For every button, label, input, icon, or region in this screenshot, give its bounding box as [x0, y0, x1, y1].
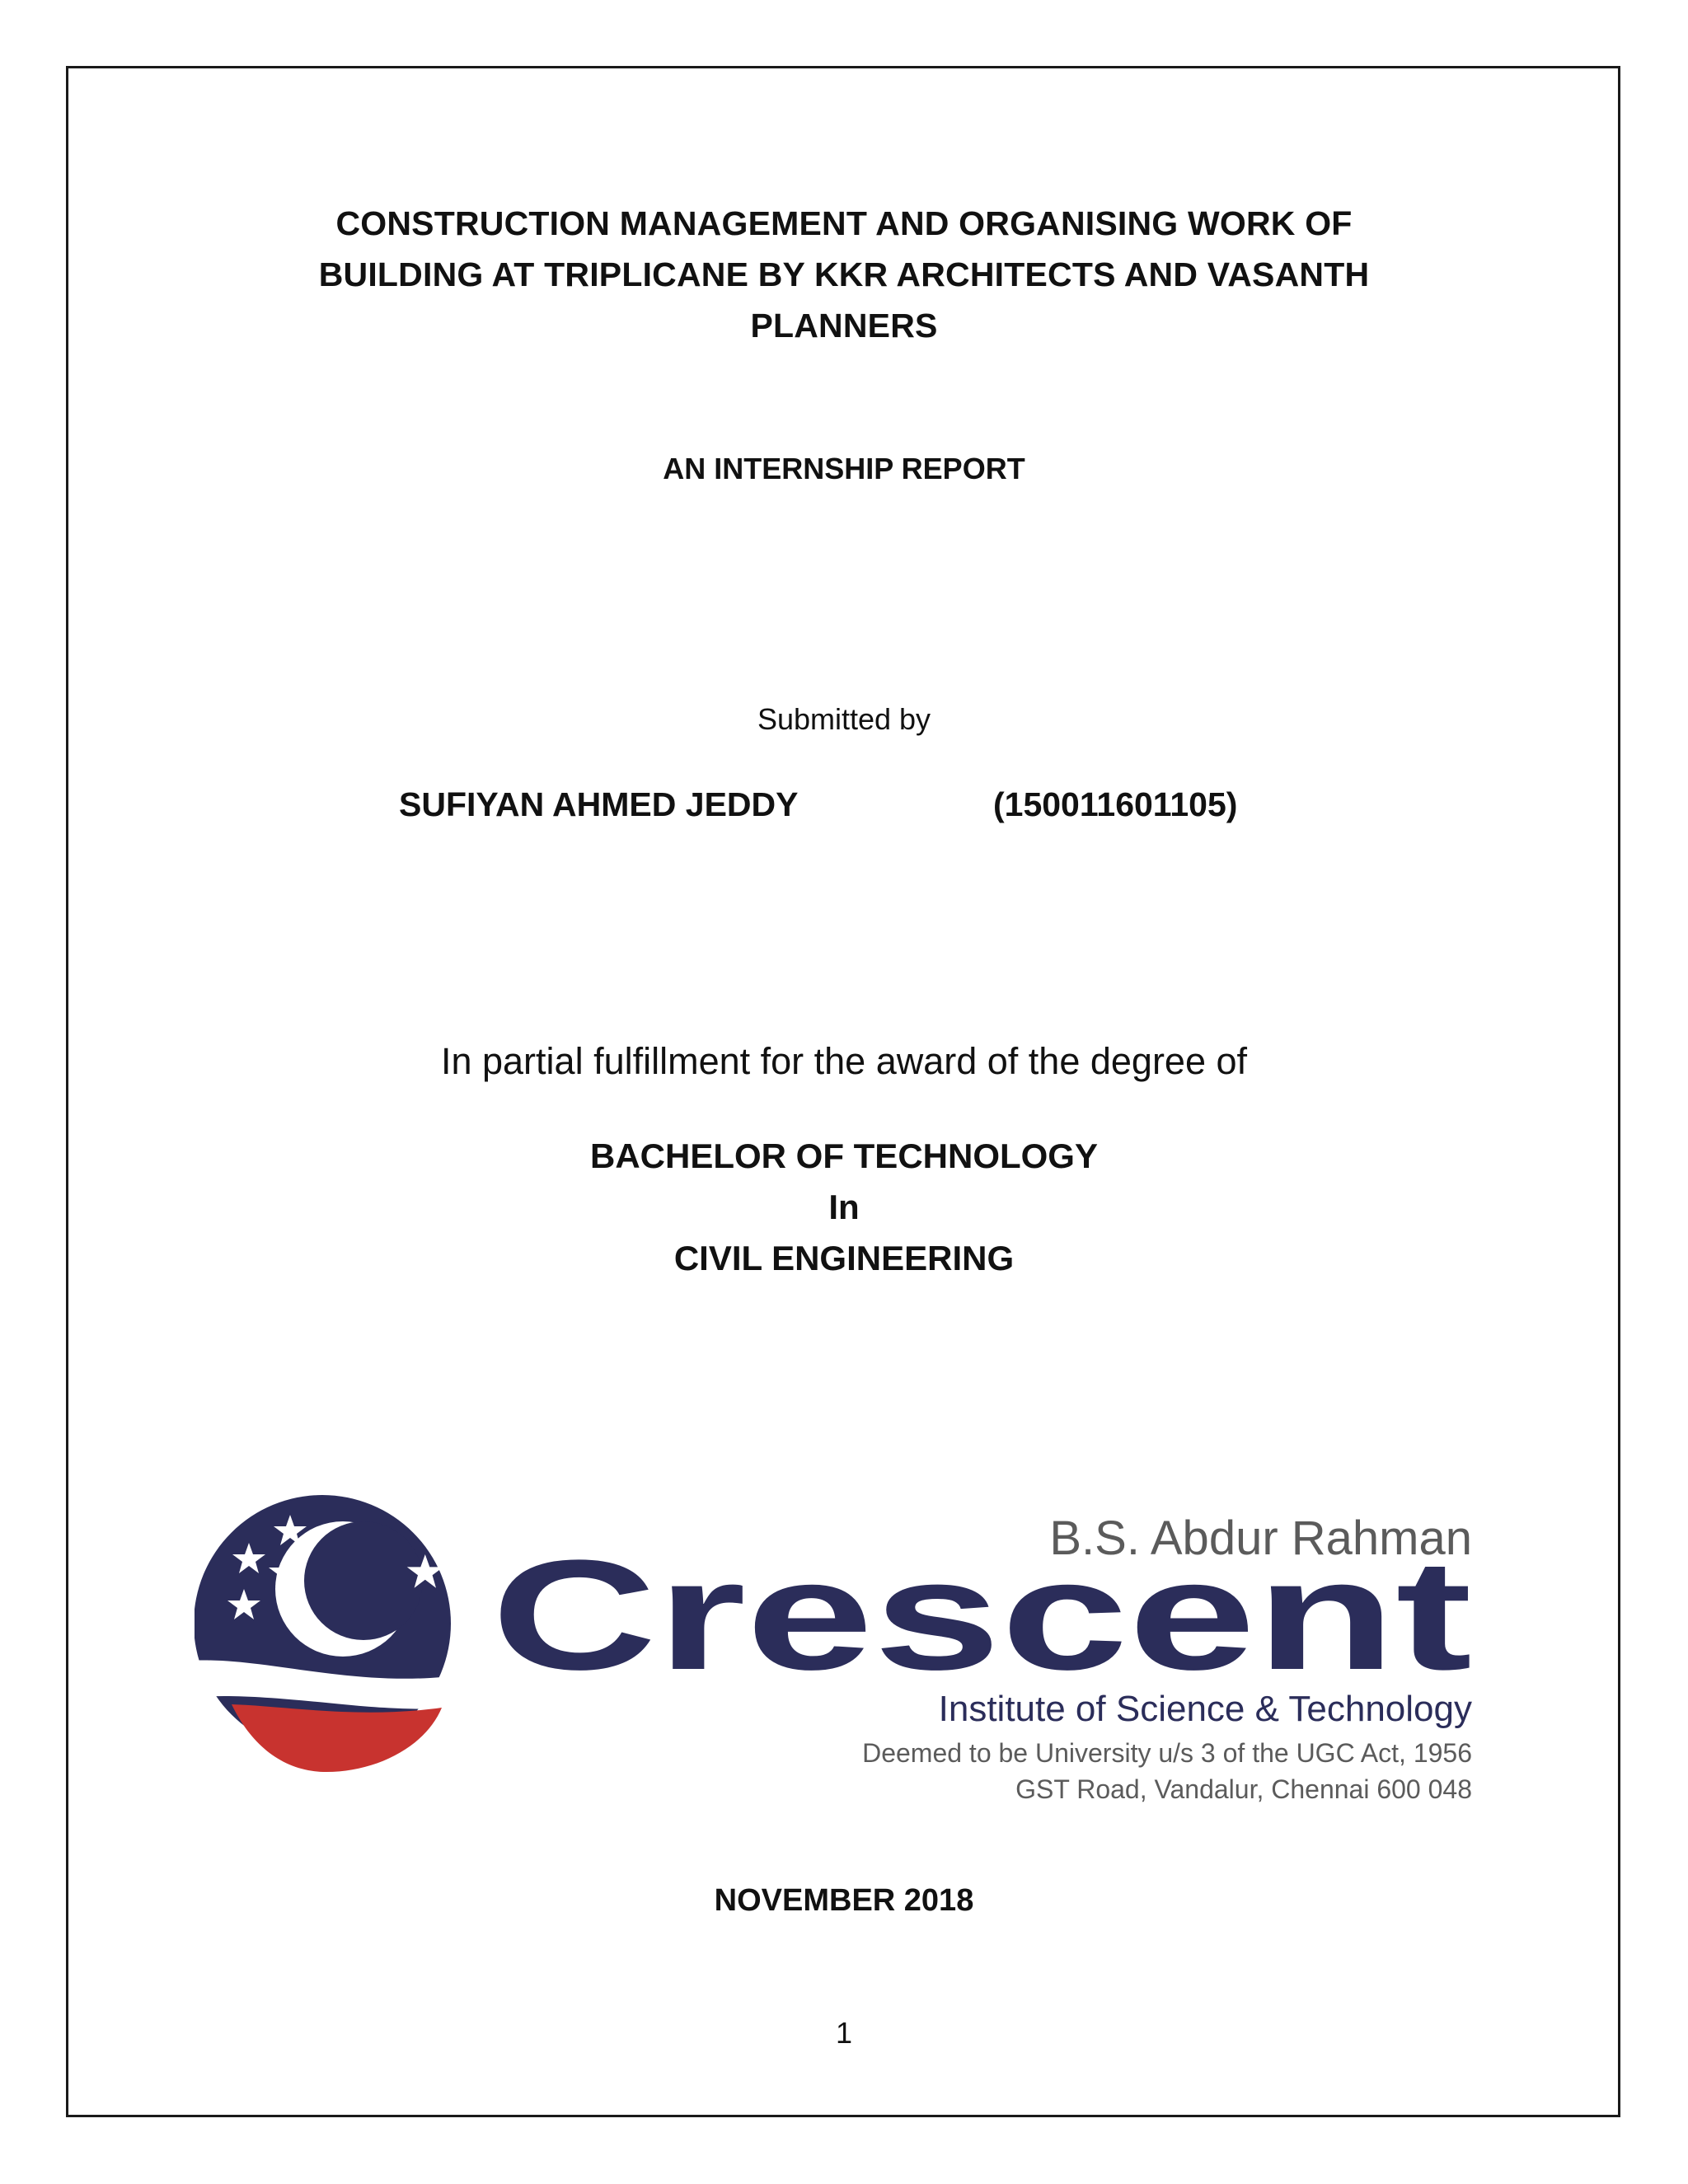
document-type: AN INTERNSHIP REPORT [663, 452, 1025, 485]
submission-date: NOVEMBER 2018 [714, 1883, 974, 1918]
logo-top-line: B.S. Abdur Rahman [1049, 1511, 1472, 1565]
logo-wordmark: Crescent [491, 1528, 1472, 1703]
author-name: SUFIYAN AHMED JEDDY [399, 785, 799, 823]
degree-line-1: BACHELOR OF TECHNOLOGY [590, 1137, 1098, 1175]
degree-line-3: CIVIL ENGINEERING [673, 1239, 1015, 1277]
submitted-by-label: Submitted by [757, 702, 931, 736]
report-title [0, 198, 1688, 351]
title-line-2: BUILDING AT TRIPLICANE BY KKR ARCHITECTS AND VASANTH [318, 255, 1370, 293]
fulfillment-statement: In partial fulfillment for the award of the degree of [440, 1040, 1248, 1082]
crescent-emblem-icon [195, 1495, 471, 1772]
logo-affiliation-line: Deemed to be University u/s 3 of the UGC Act, 1956 [862, 1738, 1472, 1768]
title-line-1: CONSTRUCTION MANAGEMENT AND ORGANISING WORK OF [335, 204, 1353, 242]
title-line-3: PLANNERS [750, 307, 938, 344]
page-number: 1 [835, 2016, 853, 2050]
logo-subtitle: Institute of Science & Technology [938, 1689, 1472, 1729]
degree-line-2: In [828, 1188, 860, 1226]
author-register-number: (150011601105) [993, 785, 1238, 823]
crescent-institute-logo [195, 1492, 1480, 1813]
logo-address-line: GST Road, Vandalur, Chennai 600 048 [1015, 1774, 1472, 1804]
degree-block [0, 1131, 1688, 1284]
